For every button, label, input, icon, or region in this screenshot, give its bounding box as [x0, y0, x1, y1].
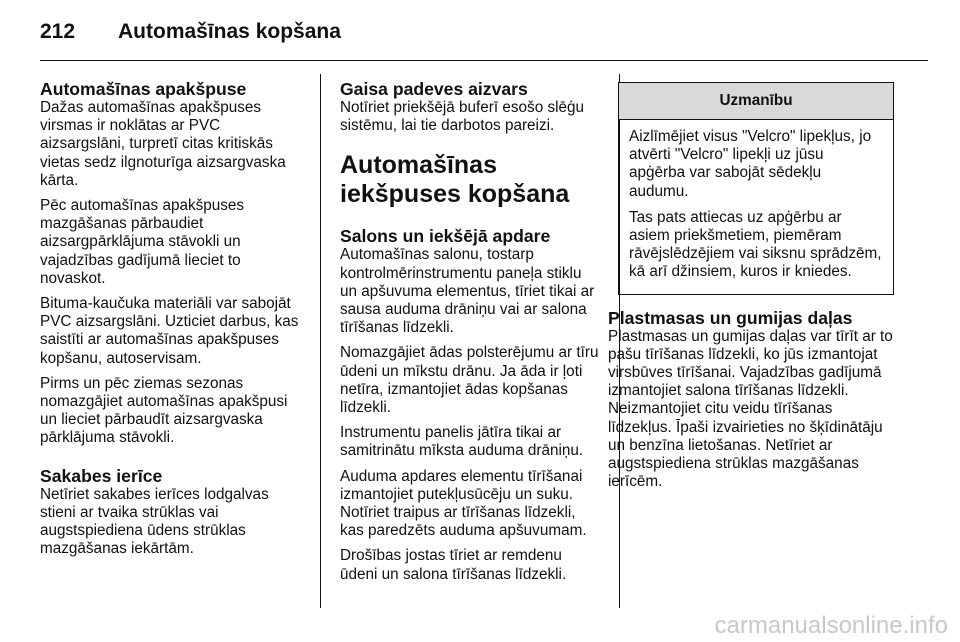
paragraph: Dažas automašīnas apakšpuses virsmas ir noklātas ar PVC aizsargslāni, turpretī citas kritiskās vietas sedz ilgnoturīga aizsargvaska kārta.: [40, 99, 286, 189]
notice-body: [619, 120, 893, 294]
paragraph: Auduma apdares elementu tīrīšanai izmantojiet putekļusūcēju un suku. Notīriet traipus ar tīrīšanas līdzekli, kas paredzēts auduma apšuvumam.: [340, 467, 587, 540]
notice-box: [618, 82, 894, 295]
chapter-title: Automašīnas kopšana: [118, 20, 341, 43]
column-1: [40, 80, 302, 565]
paragraph: Drošības jostas tīriet ar remdenu ūdeni un salona tīrīšanas līdzekli.: [340, 547, 567, 583]
section-title-plastic-rubber: Plastmasas un gumijas daļas: [608, 307, 853, 328]
paragraph: Netīriet sakabes ierīces lodgalvas stieni ar tvaika strūklas vai augstspiediena ūdens strūklas mazgāšanas iekārtām.: [40, 485, 269, 558]
column-divider-1: [320, 74, 321, 608]
paragraph: Bituma-kaučuka materiāli var sabojāt PVC aizsargslāni. Uzticiet darbus, kas saistīti ar automašīnas apakšpuses kopšanu, autoservisam.: [40, 295, 299, 367]
paragraph: Instrumentu panelis jātīra tikai ar samitrinātu mīksta auduma drāniņu.: [340, 424, 584, 460]
page-number: 212: [40, 20, 76, 43]
section-title-interior-trim: Salons un iekšējā apdare: [340, 226, 551, 247]
paragraph: Nomazgājiet ādas polsterējumu ar tīru ūdeni un mīkstu drānu. Ja āda ir ļoti netīra, izmantojiet ādas kopšanas līdzekli.: [340, 344, 599, 417]
column-2: [340, 80, 602, 591]
watermark: carmanualsonline.info: [714, 612, 948, 639]
notice-paragraph: Tas pats attiecas uz apģērbu ar asiem priekšmetiem, piemēram rāvējslēdzējiem vai siksnu sprādzēm, kā arī džinsiem, kuros ir kniedes.: [629, 208, 882, 281]
chapter-heading-interior-care: Automašīnas iekšpuses kopšana: [340, 151, 570, 209]
paragraph: Pirms un pēc ziemas sezonas nomazgājiet automašīnas apakšpusi un lieciet pārbaudīt aizsargvaska pārklājuma stāvokli.: [40, 374, 288, 447]
notice-paragraph: Aizlīmējiet visus "Velcro" lipekļus, jo atvērti "Velcro" lipekļi uz jūsu apģērba var sabojāt sēdekļu audumu.: [629, 128, 872, 200]
paragraph: Notīriet priekšējā buferī esošo slēģu sistēmu, lai tie darbotos pareizi.: [340, 99, 585, 135]
paragraph: Pēc automašīnas apakšpuses mazgāšanas pārbaudiet aizsargpārklājuma stāvokli un vajadzības gadījumā lieciet to novaskot.: [40, 197, 245, 287]
section-title-underbody: Automašīnas apakšpuse: [40, 79, 247, 99]
header-rule: [40, 60, 928, 61]
paragraph: Automašīnas salonu, tostarp kontrolmērinstrumentu paneļa stiklu un apšuvuma elementus, tīriet tikai ar sausa auduma drāniņu vai ar salona tīrīšanas līdzekli.: [340, 246, 595, 337]
notice-title: Uzmanību: [619, 83, 893, 120]
section-title-towbar: Sakabes ierīce: [40, 465, 163, 486]
section-title-air-shutter: Gaisa padeves aizvars: [340, 79, 528, 99]
column-3: [608, 80, 894, 498]
paragraph: Plastmasas un gumijas daļas var tīrīt ar to pašu tīrīšanas līdzekli, ko jūs izmantojat virsbūves tīrīšanai. Vajadzības gadījumā izmantojiet salona tīrīšanas līdzekli. Neizmantojiet citu veidu tīrīšanas līdzekļus. Īpaši izvairieties no šķīdinātāju un benzīna lietošanas. Netīriet ar augstspiediena strūklas mazgāšanas ierīcēm.: [608, 327, 893, 491]
